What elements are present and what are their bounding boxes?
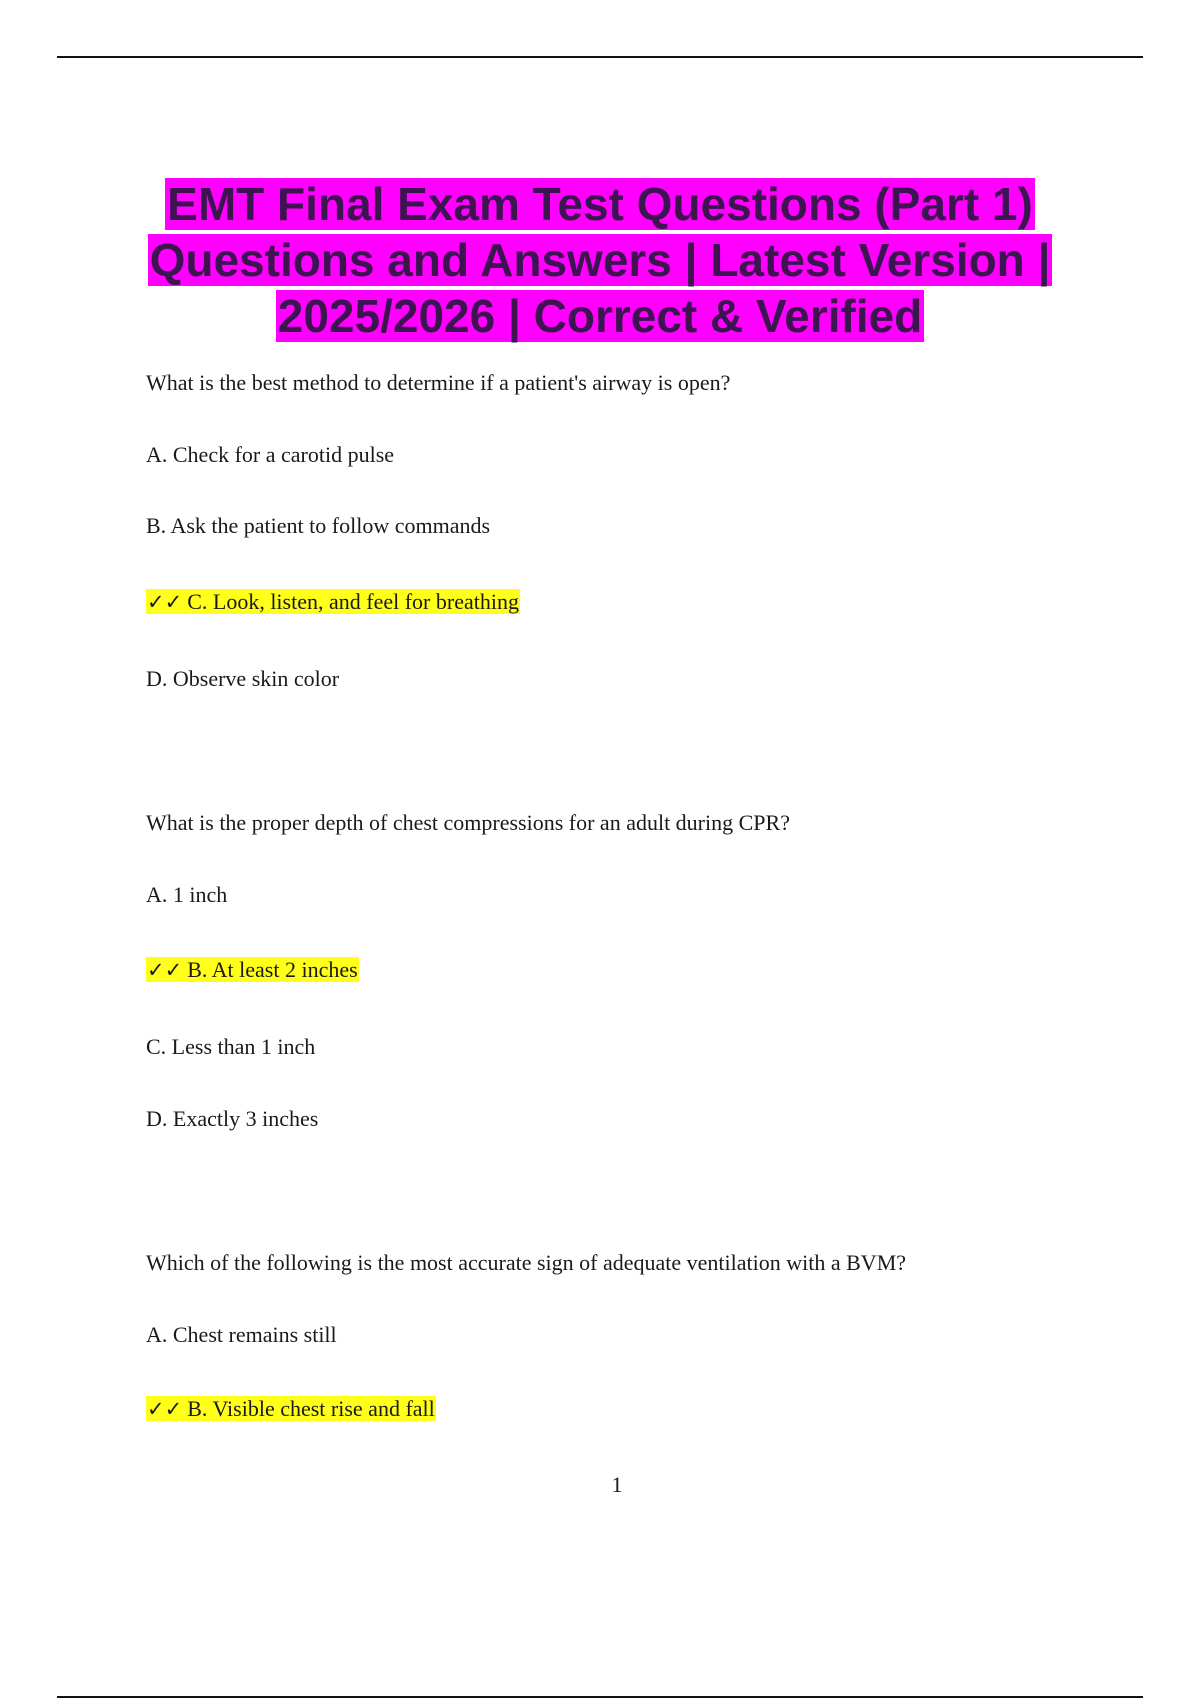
double-check-icon: ✓✓ [147, 958, 183, 982]
answer-highlight [146, 957, 359, 982]
question-1-option-c-correct [146, 587, 520, 617]
question-2-option-a: A. 1 inch [146, 882, 228, 907]
document-title: EMT Final Exam Test Questions (Part 1) Questions and Answers | Latest Version | 2025/2026 | Correct & Verified [149, 177, 1051, 342]
answer-text: B. At least 2 inches [187, 957, 358, 982]
answer-text: B. Visible chest rise and fall [187, 1396, 435, 1421]
question-2-option-b-correct [146, 955, 359, 985]
double-check-icon: ✓✓ [147, 590, 183, 614]
answer-highlight [146, 589, 520, 614]
question-3-option-b-correct [146, 1394, 436, 1424]
answer-highlight [146, 1396, 436, 1421]
question-2-text: What is the proper depth of chest compressions for an adult during CPR? [146, 810, 790, 835]
question-3-text: Which of the following is the most accurate sign of adequate ventilation with a BVM? [146, 1250, 907, 1275]
question-1-option-d: D. Observe skin color [146, 666, 340, 691]
question-3-option-a: A. Chest remains still [146, 1322, 337, 1347]
question-1-text: What is the best method to determine if a patient's airway is open? [146, 370, 731, 395]
double-check-icon: ✓✓ [147, 1397, 183, 1421]
top-rule [57, 56, 1143, 58]
question-1-option-a: A. Check for a carotid pulse [146, 442, 395, 467]
page-number: 1 [611, 1472, 623, 1497]
question-1-option-b: B. Ask the patient to follow commands [146, 513, 491, 538]
answer-text: C. Look, listen, and feel for breathing [187, 589, 519, 614]
question-2-option-c: C. Less than 1 inch [146, 1034, 316, 1059]
bottom-rule [57, 1696, 1143, 1698]
question-2-option-d: D. Exactly 3 inches [146, 1106, 319, 1131]
